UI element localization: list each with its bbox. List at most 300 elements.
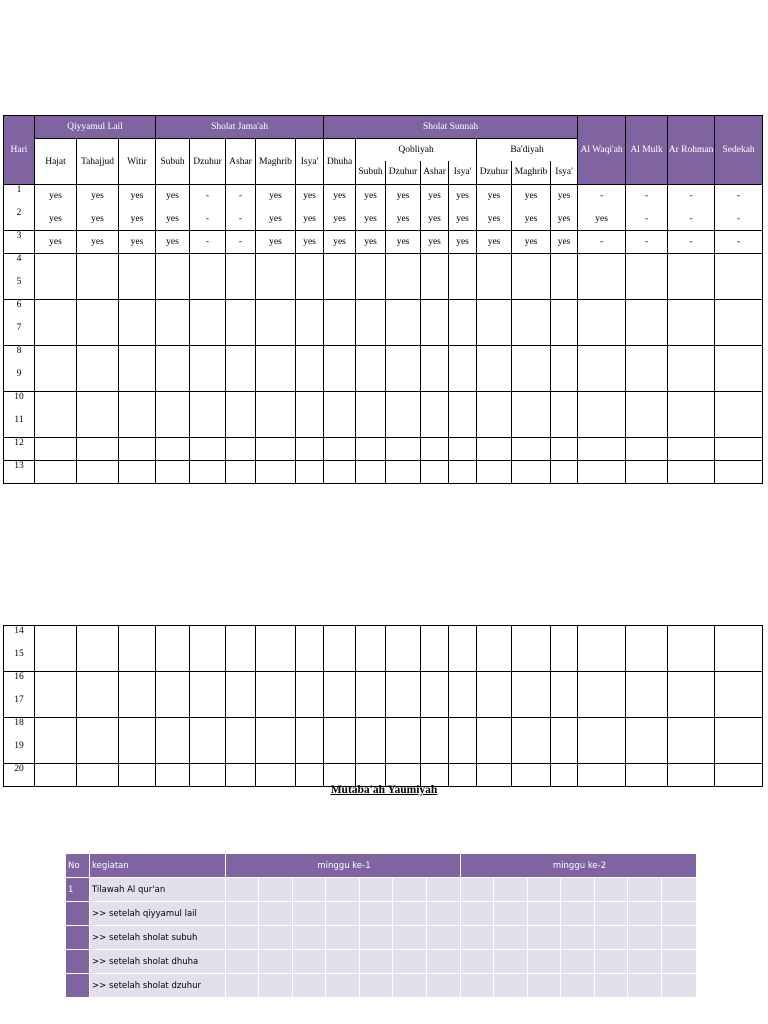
entry-cell[interactable] [356,300,386,323]
entry-cell[interactable] [668,649,715,672]
weekly-check-cell[interactable] [259,974,293,998]
entry-cell[interactable] [626,392,668,415]
entry-cell[interactable] [77,649,119,672]
weekly-check-cell[interactable] [595,974,628,998]
entry-cell[interactable] [421,672,449,695]
entry-cell[interactable] [77,392,119,415]
entry-cell[interactable] [477,649,512,672]
weekly-check-cell[interactable] [393,950,427,974]
entry-cell[interactable] [512,672,551,695]
entry-cell[interactable] [668,277,715,300]
entry-cell[interactable] [226,672,256,695]
entry-cell[interactable] [551,254,578,277]
entry-cell[interactable] [715,461,763,484]
entry-cell[interactable] [156,741,190,764]
entry-cell[interactable] [35,438,77,461]
entry-cell[interactable] [449,718,477,741]
entry-cell[interactable] [256,649,296,672]
entry-cell[interactable] [226,277,256,300]
entry-cell[interactable] [324,346,356,369]
weekly-check-cell[interactable] [393,974,427,998]
entry-cell[interactable] [190,300,226,323]
entry-cell[interactable]: yes [77,185,119,208]
entry-cell[interactable]: yes [421,231,449,254]
entry-cell[interactable] [578,626,626,649]
entry-cell[interactable] [715,415,763,438]
entry-cell[interactable]: yes [156,185,190,208]
entry-cell[interactable]: - [668,208,715,231]
entry-cell[interactable] [421,649,449,672]
entry-cell[interactable] [668,695,715,718]
weekly-check-cell[interactable] [461,878,494,902]
weekly-check-cell[interactable] [259,878,293,902]
entry-cell[interactable] [324,718,356,741]
entry-cell[interactable] [668,626,715,649]
entry-cell[interactable] [356,649,386,672]
entry-cell[interactable] [324,323,356,346]
entry-cell[interactable] [35,392,77,415]
entry-cell[interactable]: yes [477,231,512,254]
entry-cell[interactable] [256,323,296,346]
entry-cell[interactable] [156,438,190,461]
entry-cell[interactable] [156,718,190,741]
entry-cell[interactable] [296,346,324,369]
entry-cell[interactable] [715,300,763,323]
entry-cell[interactable] [477,346,512,369]
weekly-check-cell[interactable] [628,974,662,998]
weekly-check-cell[interactable] [561,974,595,998]
entry-cell[interactable] [477,741,512,764]
entry-cell[interactable] [356,277,386,300]
weekly-check-cell[interactable] [461,950,494,974]
entry-cell[interactable] [35,277,77,300]
weekly-check-cell[interactable] [427,902,461,926]
entry-cell[interactable] [119,741,156,764]
entry-cell[interactable] [421,461,449,484]
entry-cell[interactable] [35,254,77,277]
entry-cell[interactable] [421,369,449,392]
entry-cell[interactable] [77,461,119,484]
entry-cell[interactable] [449,300,477,323]
weekly-check-cell[interactable] [393,878,427,902]
entry-cell[interactable] [715,649,763,672]
entry-cell[interactable] [226,415,256,438]
entry-cell[interactable] [421,277,449,300]
entry-cell[interactable] [156,649,190,672]
entry-cell[interactable] [477,438,512,461]
entry-cell[interactable] [477,323,512,346]
entry-cell[interactable]: yes [421,185,449,208]
entry-cell[interactable] [77,695,119,718]
entry-cell[interactable]: yes [551,185,578,208]
entry-cell[interactable]: - [626,185,668,208]
entry-cell[interactable] [156,346,190,369]
weekly-check-cell[interactable] [595,926,628,950]
entry-cell[interactable] [119,415,156,438]
weekly-check-cell[interactable] [595,902,628,926]
entry-cell[interactable] [477,254,512,277]
weekly-check-cell[interactable] [561,902,595,926]
entry-cell[interactable] [512,461,551,484]
weekly-check-cell[interactable] [326,878,360,902]
entry-cell[interactable] [386,695,421,718]
entry-cell[interactable]: yes [256,231,296,254]
entry-cell[interactable] [324,369,356,392]
entry-cell[interactable] [190,695,226,718]
entry-cell[interactable]: - [226,208,256,231]
entry-cell[interactable] [449,672,477,695]
entry-cell[interactable] [512,369,551,392]
entry-cell[interactable] [119,695,156,718]
entry-cell[interactable] [512,438,551,461]
entry-cell[interactable] [356,438,386,461]
entry-cell[interactable] [156,277,190,300]
entry-cell[interactable] [119,254,156,277]
entry-cell[interactable] [551,672,578,695]
entry-cell[interactable]: yes [551,231,578,254]
entry-cell[interactable] [668,672,715,695]
weekly-check-cell[interactable] [293,974,326,998]
weekly-check-cell[interactable] [226,902,259,926]
weekly-check-cell[interactable] [427,878,461,902]
entry-cell[interactable]: yes [119,231,156,254]
entry-cell[interactable] [477,626,512,649]
entry-cell[interactable] [626,718,668,741]
weekly-check-cell[interactable] [226,878,259,902]
entry-cell[interactable] [421,346,449,369]
entry-cell[interactable] [386,741,421,764]
weekly-check-cell[interactable] [393,926,427,950]
entry-cell[interactable]: - [626,231,668,254]
entry-cell[interactable] [119,300,156,323]
entry-cell[interactable]: yes [356,231,386,254]
entry-cell[interactable] [626,438,668,461]
entry-cell[interactable] [190,741,226,764]
entry-cell[interactable] [626,277,668,300]
entry-cell[interactable] [324,672,356,695]
entry-cell[interactable] [77,672,119,695]
entry-cell[interactable] [715,277,763,300]
entry-cell[interactable] [190,254,226,277]
entry-cell[interactable] [119,438,156,461]
entry-cell[interactable] [421,438,449,461]
entry-cell[interactable]: yes [156,231,190,254]
entry-cell[interactable] [421,718,449,741]
entry-cell[interactable] [578,369,626,392]
weekly-check-cell[interactable] [461,974,494,998]
weekly-check-cell[interactable] [494,902,528,926]
entry-cell[interactable] [551,438,578,461]
entry-cell[interactable]: yes [449,185,477,208]
entry-cell[interactable] [156,461,190,484]
entry-cell[interactable] [356,415,386,438]
entry-cell[interactable]: yes [449,231,477,254]
entry-cell[interactable] [668,438,715,461]
entry-cell[interactable] [477,369,512,392]
entry-cell[interactable] [190,392,226,415]
entry-cell[interactable] [35,461,77,484]
entry-cell[interactable] [356,346,386,369]
entry-cell[interactable] [512,277,551,300]
entry-cell[interactable] [626,649,668,672]
entry-cell[interactable] [449,695,477,718]
entry-cell[interactable] [35,741,77,764]
weekly-check-cell[interactable] [360,878,393,902]
entry-cell[interactable] [156,695,190,718]
entry-cell[interactable]: - [668,185,715,208]
entry-cell[interactable] [256,300,296,323]
entry-cell[interactable]: yes [512,208,551,231]
entry-cell[interactable] [35,626,77,649]
entry-cell[interactable] [512,626,551,649]
entry-cell[interactable] [551,415,578,438]
entry-cell[interactable] [35,415,77,438]
entry-cell[interactable] [356,323,386,346]
entry-cell[interactable] [119,277,156,300]
entry-cell[interactable] [324,649,356,672]
entry-cell[interactable]: - [226,231,256,254]
entry-cell[interactable] [77,415,119,438]
entry-cell[interactable] [156,392,190,415]
entry-cell[interactable] [296,392,324,415]
entry-cell[interactable] [449,415,477,438]
entry-cell[interactable] [156,300,190,323]
entry-cell[interactable] [256,277,296,300]
weekly-check-cell[interactable] [528,926,561,950]
entry-cell[interactable] [296,438,324,461]
entry-cell[interactable] [226,323,256,346]
entry-cell[interactable] [551,649,578,672]
entry-cell[interactable] [256,369,296,392]
entry-cell[interactable]: yes [35,185,77,208]
entry-cell[interactable] [477,415,512,438]
weekly-check-cell[interactable] [628,950,662,974]
entry-cell[interactable] [296,254,324,277]
entry-cell[interactable] [449,438,477,461]
entry-cell[interactable] [77,369,119,392]
entry-cell[interactable] [477,718,512,741]
entry-cell[interactable] [626,695,668,718]
entry-cell[interactable]: yes [386,231,421,254]
entry-cell[interactable] [578,461,626,484]
entry-cell[interactable] [715,392,763,415]
weekly-check-cell[interactable] [561,950,595,974]
entry-cell[interactable] [156,254,190,277]
entry-cell[interactable] [668,461,715,484]
entry-cell[interactable] [477,300,512,323]
entry-cell[interactable] [77,626,119,649]
entry-cell[interactable] [324,461,356,484]
entry-cell[interactable] [578,649,626,672]
entry-cell[interactable] [626,461,668,484]
entry-cell[interactable] [256,438,296,461]
entry-cell[interactable] [296,300,324,323]
entry-cell[interactable] [551,392,578,415]
weekly-check-cell[interactable] [259,926,293,950]
entry-cell[interactable]: yes [296,208,324,231]
entry-cell[interactable] [449,461,477,484]
entry-cell[interactable] [421,626,449,649]
weekly-check-cell[interactable] [259,902,293,926]
entry-cell[interactable] [356,626,386,649]
entry-cell[interactable] [35,346,77,369]
entry-cell[interactable] [256,346,296,369]
entry-cell[interactable] [386,461,421,484]
weekly-check-cell[interactable] [662,974,697,998]
entry-cell[interactable]: yes [324,208,356,231]
entry-cell[interactable] [386,254,421,277]
entry-cell[interactable] [356,369,386,392]
entry-cell[interactable] [256,695,296,718]
entry-cell[interactable] [512,300,551,323]
weekly-check-cell[interactable] [662,878,697,902]
weekly-check-cell[interactable] [528,902,561,926]
weekly-check-cell[interactable] [326,926,360,950]
weekly-check-cell[interactable] [293,950,326,974]
entry-cell[interactable] [512,718,551,741]
entry-cell[interactable] [296,741,324,764]
entry-cell[interactable] [35,695,77,718]
entry-cell[interactable]: yes [386,208,421,231]
entry-cell[interactable] [668,300,715,323]
entry-cell[interactable] [421,695,449,718]
entry-cell[interactable] [626,346,668,369]
entry-cell[interactable] [386,369,421,392]
entry-cell[interactable]: yes [324,231,356,254]
entry-cell[interactable]: - [190,231,226,254]
entry-cell[interactable] [449,277,477,300]
weekly-check-cell[interactable] [494,926,528,950]
entry-cell[interactable] [226,695,256,718]
entry-cell[interactable] [626,672,668,695]
entry-cell[interactable] [578,741,626,764]
entry-cell[interactable]: yes [77,208,119,231]
weekly-check-cell[interactable] [360,926,393,950]
entry-cell[interactable] [296,277,324,300]
entry-cell[interactable]: yes [578,208,626,231]
entry-cell[interactable] [386,346,421,369]
entry-cell[interactable]: yes [256,208,296,231]
entry-cell[interactable] [477,277,512,300]
entry-cell[interactable] [668,392,715,415]
entry-cell[interactable] [578,254,626,277]
entry-cell[interactable] [715,626,763,649]
entry-cell[interactable] [190,672,226,695]
weekly-check-cell[interactable] [293,926,326,950]
entry-cell[interactable] [449,741,477,764]
entry-cell[interactable] [356,392,386,415]
entry-cell[interactable] [119,718,156,741]
entry-cell[interactable]: - [715,231,763,254]
weekly-check-cell[interactable] [226,926,259,950]
entry-cell[interactable] [449,649,477,672]
entry-cell[interactable] [715,369,763,392]
entry-cell[interactable] [226,300,256,323]
entry-cell[interactable] [512,741,551,764]
entry-cell[interactable] [421,300,449,323]
entry-cell[interactable] [551,741,578,764]
entry-cell[interactable] [668,323,715,346]
entry-cell[interactable] [226,438,256,461]
entry-cell[interactable]: yes [77,231,119,254]
entry-cell[interactable] [421,323,449,346]
entry-cell[interactable] [715,672,763,695]
entry-cell[interactable] [296,461,324,484]
entry-cell[interactable] [226,741,256,764]
entry-cell[interactable] [226,392,256,415]
entry-cell[interactable] [119,649,156,672]
entry-cell[interactable] [626,369,668,392]
entry-cell[interactable] [715,254,763,277]
entry-cell[interactable] [296,695,324,718]
entry-cell[interactable]: yes [35,231,77,254]
entry-cell[interactable] [551,277,578,300]
entry-cell[interactable] [386,300,421,323]
entry-cell[interactable] [324,741,356,764]
weekly-check-cell[interactable] [326,974,360,998]
weekly-check-cell[interactable] [360,950,393,974]
entry-cell[interactable] [477,672,512,695]
weekly-check-cell[interactable] [259,950,293,974]
entry-cell[interactable] [551,718,578,741]
weekly-check-cell[interactable] [461,902,494,926]
entry-cell[interactable] [190,277,226,300]
entry-cell[interactable] [296,718,324,741]
weekly-check-cell[interactable] [494,974,528,998]
weekly-check-cell[interactable] [494,878,528,902]
entry-cell[interactable] [35,369,77,392]
entry-cell[interactable] [35,323,77,346]
entry-cell[interactable] [477,392,512,415]
weekly-check-cell[interactable] [662,950,697,974]
entry-cell[interactable] [512,323,551,346]
entry-cell[interactable] [296,415,324,438]
entry-cell[interactable]: yes [296,231,324,254]
entry-cell[interactable]: - [226,185,256,208]
entry-cell[interactable]: - [578,185,626,208]
weekly-check-cell[interactable] [662,902,697,926]
entry-cell[interactable] [356,718,386,741]
entry-cell[interactable] [626,254,668,277]
weekly-check-cell[interactable] [226,950,259,974]
entry-cell[interactable] [578,300,626,323]
entry-cell[interactable] [668,718,715,741]
entry-cell[interactable] [324,438,356,461]
entry-cell[interactable]: yes [512,185,551,208]
entry-cell[interactable] [226,461,256,484]
entry-cell[interactable] [578,672,626,695]
entry-cell[interactable]: - [715,208,763,231]
entry-cell[interactable] [551,300,578,323]
entry-cell[interactable] [356,741,386,764]
entry-cell[interactable] [77,346,119,369]
entry-cell[interactable] [35,649,77,672]
entry-cell[interactable] [668,369,715,392]
entry-cell[interactable] [578,323,626,346]
weekly-check-cell[interactable] [528,950,561,974]
entry-cell[interactable]: yes [356,208,386,231]
entry-cell[interactable] [190,369,226,392]
entry-cell[interactable] [421,254,449,277]
entry-cell[interactable] [35,718,77,741]
entry-cell[interactable] [119,369,156,392]
entry-cell[interactable] [715,438,763,461]
entry-cell[interactable] [226,626,256,649]
entry-cell[interactable] [119,346,156,369]
entry-cell[interactable] [386,626,421,649]
entry-cell[interactable] [296,323,324,346]
entry-cell[interactable] [356,672,386,695]
